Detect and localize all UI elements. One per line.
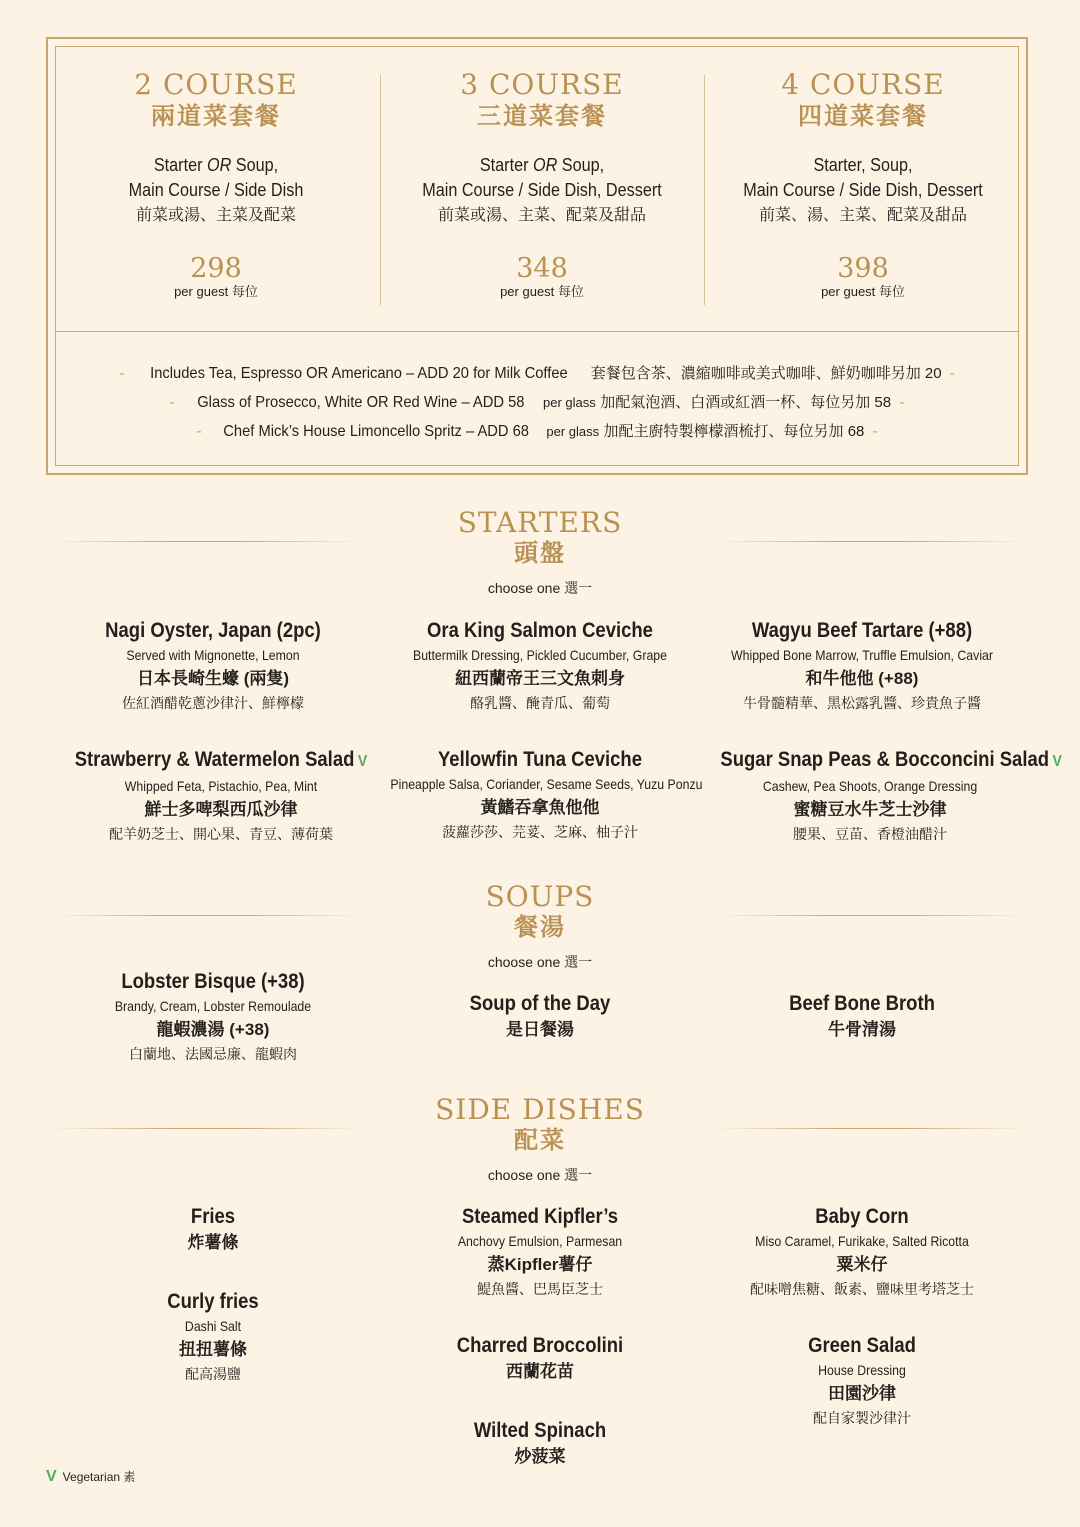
course-divider: [380, 75, 381, 305]
course-per-guest: per guest 每位: [500, 284, 584, 299]
dash-ornament: -: [872, 423, 878, 440]
dish-name: Yellowfin Tuna Ceviche: [437, 748, 643, 771]
course-desc-cn: 前菜或湯、主菜及配菜: [135, 207, 296, 224]
course-title: 3 COURSE: [460, 68, 624, 101]
dish-steamed-kipflers: [370, 1204, 710, 1300]
extra-cn: 加配氣泡酒、白酒或紅酒一杯、每位另加 58: [600, 394, 892, 411]
section-title-cn: 餐湯: [514, 912, 566, 941]
dish-desc-cn: 配自家製沙律汁: [813, 1410, 911, 1426]
extra-line: [56, 417, 1018, 446]
dish-name: [71, 747, 370, 775]
vegetarian-icon: V: [357, 753, 368, 770]
extra-cn: 套餐包含茶、濃縮咖啡或美式咖啡、鮮奶咖啡另加 20: [590, 365, 942, 382]
dish-name-cn: 粟米仔: [836, 1255, 888, 1274]
dish-name-cn: 牛骨清湯: [828, 1020, 896, 1039]
dish-name-cn: 炸薯條: [187, 1233, 239, 1252]
dish-name: Lobster Bisque (+38): [121, 970, 305, 993]
section-note: choose one 選一: [487, 1167, 593, 1183]
extra-en: Includes Tea, Espresso OR Americano – ADD 20 for Milk Coffee: [150, 365, 569, 382]
dish-desc: Cashew, Pea Shoots, Orange Dressing: [762, 778, 978, 794]
dish-name-cn: 紐西蘭帝王三文魚刺身: [455, 669, 625, 688]
dish-desc-cn: 佐紅酒醋乾蔥沙律汁、鮮檸檬: [122, 695, 304, 711]
course-desc-part: Starter: [479, 155, 533, 175]
dish-name-cn: 和牛他他 (+88): [805, 669, 919, 688]
extra-line: [56, 359, 1018, 388]
dish-desc-cn: 牛骨髓精華、黑松露乳醬、珍貴魚子醬: [743, 695, 981, 711]
legend-label: Vegetarian 素: [62, 1470, 136, 1484]
course-title: 2 COURSE: [134, 68, 298, 101]
extra-line: [56, 388, 1018, 417]
course-description: [72, 153, 360, 203]
dish-name-cn: 田園沙律: [828, 1384, 896, 1403]
dish-desc: Anchovy Emulsion, Parmesan: [457, 1233, 623, 1249]
course-desc-line2: Main Course / Side Dish, Dessert: [422, 180, 662, 200]
dish-name-cn: 是日餐湯: [506, 1020, 574, 1039]
course-2: [56, 69, 376, 301]
course-price: 348: [516, 253, 568, 284]
soups-header: [0, 882, 1080, 972]
course-desc-line2: Main Course / Side Dish: [128, 180, 304, 200]
course-desc-part: Soup,: [231, 155, 279, 175]
section-note: choose one 選一: [487, 580, 593, 596]
dash-ornament: -: [196, 423, 202, 440]
course-title-cn: 四道菜套餐: [798, 101, 928, 130]
course-title-cn: 兩道菜套餐: [151, 101, 281, 130]
set-menu-inner-frame: [55, 46, 1019, 466]
course-desc-or: OR: [206, 155, 232, 175]
dish-desc-cn: 酪乳醬、醃青瓜、葡萄: [470, 695, 610, 711]
dish-name: Baby Corn: [815, 1205, 909, 1228]
dish-name-cn: 龍蝦濃湯 (+38): [156, 1020, 270, 1039]
set-menu-box: [46, 37, 1028, 475]
dish-curly-fries: [43, 1289, 383, 1385]
vegetarian-icon: V: [46, 1468, 57, 1485]
dish-name: Steamed Kipfler’s: [461, 1205, 619, 1228]
dish-beef-bone-broth: [692, 991, 1032, 1043]
section-note: choose one 選一: [487, 954, 593, 970]
dish-name-cn: 蜜糖豆水牛芝士沙律: [793, 800, 947, 819]
dish-name: Curly fries: [167, 1290, 259, 1313]
dish-desc: Brandy, Cream, Lobster Remoulade: [114, 998, 312, 1014]
dish-salmon-ceviche: [370, 618, 710, 714]
dish-desc: Whipped Bone Marrow, Truffle Emulsion, Caviar: [730, 647, 994, 663]
extra-per-glass: per glass: [543, 395, 596, 410]
section-title: SIDE DISHES: [435, 1093, 645, 1126]
course-description: [398, 153, 686, 203]
dish-name-cn: 日本長崎生蠔 (兩隻): [136, 669, 290, 688]
dish-name: Wagyu Beef Tartare (+88): [751, 619, 973, 642]
section-title: SOUPS: [485, 880, 595, 913]
dash-ornament: -: [119, 365, 125, 382]
dish-sugar-snap-salad: [700, 747, 1062, 845]
dish-name-cn: 炒菠菜: [514, 1447, 566, 1466]
dish-wilted-spinach: [370, 1418, 710, 1470]
dish-lobster-bisque: [43, 969, 383, 1065]
extra-en: Glass of Prosecco, White OR Red Wine – ADD 58: [197, 394, 525, 411]
vegetarian-icon: V: [1052, 753, 1062, 770]
set-menu-extras: [56, 359, 1018, 446]
dish-name-cn: 西蘭花苗: [506, 1362, 574, 1381]
course-desc-or: OR: [532, 155, 558, 175]
dish-nagi-oyster: [43, 618, 383, 714]
dish-soup-of-the-day: [370, 991, 710, 1043]
course-desc-cn: 前菜、湯、主菜、配菜及甜品: [758, 207, 967, 224]
dish-desc: Served with Mignonette, Lemon: [126, 647, 300, 663]
dish-name-text: Sugar Snap Peas & Bocconcini Salad: [720, 748, 1050, 771]
dish-desc: Miso Caramel, Furikake, Salted Ricotta: [755, 1233, 969, 1249]
dash-ornament: -: [169, 394, 175, 411]
dish-name-cn: 黃鰭吞拿魚他他: [480, 798, 600, 817]
dish-green-salad: [692, 1333, 1032, 1429]
dish-desc: House Dressing: [818, 1362, 906, 1378]
dish-name: Charred Broccolini: [456, 1334, 624, 1357]
dish-name: Wilted Spinach: [473, 1419, 607, 1442]
course-price: 298: [190, 253, 242, 284]
dish-desc: Pineapple Salsa, Coriander, Sesame Seeds, Yuzu Ponzu: [390, 776, 703, 792]
dish-desc-cn: 鯷魚醬、巴馬臣芝士: [477, 1281, 603, 1297]
starters-header: [0, 508, 1080, 598]
course-title-cn: 三道菜套餐: [477, 101, 607, 130]
dish-name: Ora King Salmon Ceviche: [427, 619, 653, 642]
section-title: STARTERS: [457, 506, 623, 539]
dish-name: [720, 747, 1062, 775]
dish-charred-broccolini: [370, 1333, 710, 1385]
dish-strawberry-salad: [51, 747, 391, 845]
sides-header: [0, 1095, 1080, 1185]
extra-per-glass: per glass: [546, 424, 600, 439]
dish-fries: [43, 1204, 383, 1256]
dish-wagyu-tartare: [692, 618, 1032, 714]
dish-name-text: Strawberry & Watermelon Salad: [74, 748, 355, 771]
dish-desc: Dashi Salt: [184, 1318, 242, 1334]
dish-desc-cn: 白蘭地、法國忌廉、龍蝦肉: [129, 1046, 297, 1062]
extra-en: Chef Mick’s House Limoncello Spritz – ADD 68: [222, 423, 529, 440]
course-title: 4 COURSE: [781, 68, 945, 101]
dish-name: Green Salad: [808, 1334, 916, 1357]
dish-desc-cn: 菠蘿莎莎、芫荽、芝麻、柚子汁: [442, 824, 638, 840]
course-4: [703, 69, 1023, 301]
dish-desc-cn: 腰果、豆苗、香橙油醋汁: [793, 826, 947, 842]
dish-tuna-ceviche: [370, 747, 710, 843]
course-per-guest: per guest 每位: [174, 284, 258, 299]
dish-name-cn: 扭扭薯條: [179, 1340, 247, 1359]
dish-name: Nagi Oyster, Japan (2pc): [105, 619, 321, 642]
dish-name-cn: 蒸Kipfler薯仔: [487, 1255, 593, 1274]
dish-desc-cn: 配羊奶芝士、開心果、青豆、薄荷葉: [109, 826, 333, 842]
course-desc-part: Starter, Soup,: [813, 155, 913, 175]
section-title-cn: 配菜: [514, 1125, 566, 1154]
dish-baby-corn: [692, 1204, 1032, 1300]
set-menu-divider: [56, 331, 1018, 332]
dish-name: Beef Bone Broth: [789, 992, 935, 1015]
extra-cn: 加配主廚特製檸檬酒梳打、每位另加 68: [603, 423, 865, 440]
dish-name-cn: 鮮士多啤梨西瓜沙律: [144, 800, 298, 819]
course-desc-line2: Main Course / Side Dish, Dessert: [743, 180, 983, 200]
vegetarian-legend: [46, 1467, 135, 1487]
dish-desc-cn: 配高湯鹽: [185, 1366, 241, 1382]
dish-desc-cn: 配味噌焦糖、飯素、鹽味里考塔芝士: [750, 1281, 974, 1297]
course-per-guest: per guest 每位: [821, 284, 905, 299]
course-3: [382, 69, 702, 301]
course-desc-part: Starter: [153, 155, 207, 175]
dish-name: Soup of the Day: [469, 992, 611, 1015]
course-price: 398: [837, 253, 889, 284]
course-desc-part: Soup,: [557, 155, 605, 175]
course-desc-cn: 前菜或湯、主菜、配菜及甜品: [437, 207, 646, 224]
dish-desc: Buttermilk Dressing, Pickled Cucumber, Grape: [412, 647, 668, 663]
dash-ornament: -: [899, 394, 905, 411]
course-description: [719, 153, 1007, 203]
dash-ornament: -: [949, 365, 955, 382]
section-title-cn: 頭盤: [514, 538, 566, 567]
dish-desc: Whipped Feta, Pistachio, Pea, Mint: [124, 778, 318, 794]
dish-name: Fries: [190, 1205, 236, 1228]
